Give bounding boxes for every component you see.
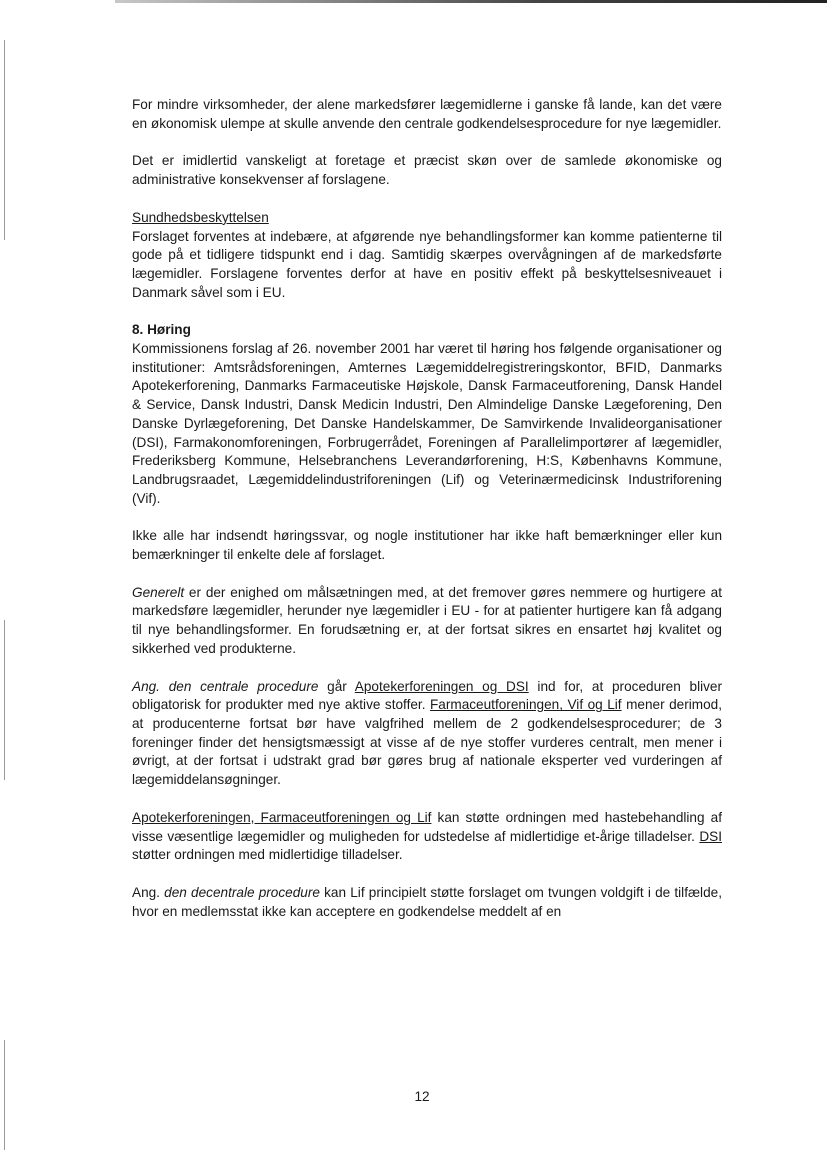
paragraph-text: ind for, at proceduren bliver obligatorisk for produkter med nye aktive stoffer.: [132, 678, 722, 713]
italic-term: den decentrale procedure: [164, 884, 320, 900]
scan-top-edge: [115, 0, 827, 3]
scan-left-edge: [4, 40, 5, 240]
paragraph-health-protection: Forslaget forventes at indebære, at afgørende nye behandlingsformer kan komme patienterne til gode på et tidligere tidspunkt end i dag. Samtidig skærpes overvågningen af de markedsførte lægemidler. Forslagene forventes derfor at have en positiv effekt på beskyttelsesniveauet i Danmark såvel som i EU.: [132, 228, 722, 300]
italic-term: Generelt: [132, 584, 185, 600]
section-heading-hearing: 8. Høring: [132, 322, 191, 338]
scan-left-edge: [4, 620, 5, 780]
paragraph-decentral-procedure: [132, 884, 722, 921]
scan-left-edge: [4, 1040, 5, 1150]
underlined-organisations: DSI: [699, 828, 722, 844]
paragraph-fast-track: [132, 809, 722, 865]
paragraph-small-companies: For mindre virksomheder, der alene markedsfører lægemidlerne i ganske få lande, kan det være en økonomisk ulempe at skulle anvende den centrale godkendelsesprocedure for nye lægemidler.: [132, 97, 722, 131]
subheading-health-protection: Sundhedsbeskyttelsen: [132, 209, 269, 225]
paragraph-text: kan Lif principielt støtte forslaget om tvungen voldgift i de tilfælde, hvor en medlemsstat ikke kan acceptere en godkendelse meddelt af en: [132, 884, 722, 919]
italic-term: Ang. den centrale procedure: [132, 678, 319, 694]
paragraph-estimate: Det er imidlertid vanskeligt at foretage et præcist skøn over de samlede økonomiske og administrative konsekvenser af forslagene.: [132, 153, 722, 188]
page-number: 12: [414, 1089, 430, 1104]
paragraph-text: går: [318, 678, 355, 694]
paragraph-text: mener derimod, at producenterne fortsat bør have valgfrihed mellem de 2 godkendelsesprocedurer; de 3 foreninger finder det hensigtsmæssigt at visse af de nye stoffer vurderes centralt, men mener i øvrigt, at der fortsat i udstrakt grad bør gøres brug af nationale eksperter ved vurderingen af lægemiddelansøgninger.: [132, 697, 722, 788]
paragraph-text: Ang.: [132, 884, 165, 900]
document-body: [132, 96, 722, 921]
paragraph-responses: Ikke alle har indsendt høringssvar, og nogle institutioner har ikke haft bemærkninger eller kun bemærkninger til enkelte dele af forslaget.: [132, 528, 722, 563]
paragraph-text: kan støtte ordningen med hastebehandling af visse væsentlige lægemidler og muligheden for udstedelse af midlertidige et-årige tilladelser.: [132, 809, 722, 844]
underlined-organisations: Apotekerforeningen, Farmaceutforeningen og Lif: [132, 809, 432, 825]
paragraph-text: er der enighed om målsætningen med, at det fremover gøres nemmere og hurtigere at markedsføre lægemidler, herunder nye lægemidler i EU - for at patienter hurtigere kan få adgang til nye behandlingsformer. En forudsætning er, at der fortsat sikres en ensartet høj kvalitet og sikkerhed ved produkterne.: [132, 584, 722, 656]
underlined-organisations: Farmaceutforeningen, Vif og Lif: [429, 697, 622, 713]
paragraph-general: [132, 584, 722, 659]
underlined-organisations: Apotekerforeningen og DSI: [354, 678, 529, 694]
paragraph-hearing-list: Kommissionens forslag af 26. november 2001 har været til høring hos følgende organisationer og institutioner: Amtsrådsforeningen, Amternes Lægemiddelregistreringskontor, BFID, Danmarks Apotekerforening, Danmarks Farmaceutiske Højskole, Dansk Farmaceutforening, Dansk Handel & Service, Dansk Industri, Dansk Medicin Industri, Den Almindelige Danske Lægeforening, Den Danske Dyrlægeforening, Det Danske Handelskammer, De Samvirkende Invalideorganisationer (DSI), Farmakonomforeningen, Forbrugerrådet, Foreningen af Parallelimportører af lægemidler, Frederiksberg Kommune, Helsebranchens Leverandørforening, H:S, Københavns Kommune, Landbrugsraadet, Lægemiddelindustriforeningen (Lif) og Veterinærmedicinsk Industriforening (Vif).: [132, 341, 722, 506]
paragraph-text: støtter ordningen med midlertidige tilladelser.: [132, 847, 403, 863]
paragraph-central-procedure: [132, 678, 722, 790]
